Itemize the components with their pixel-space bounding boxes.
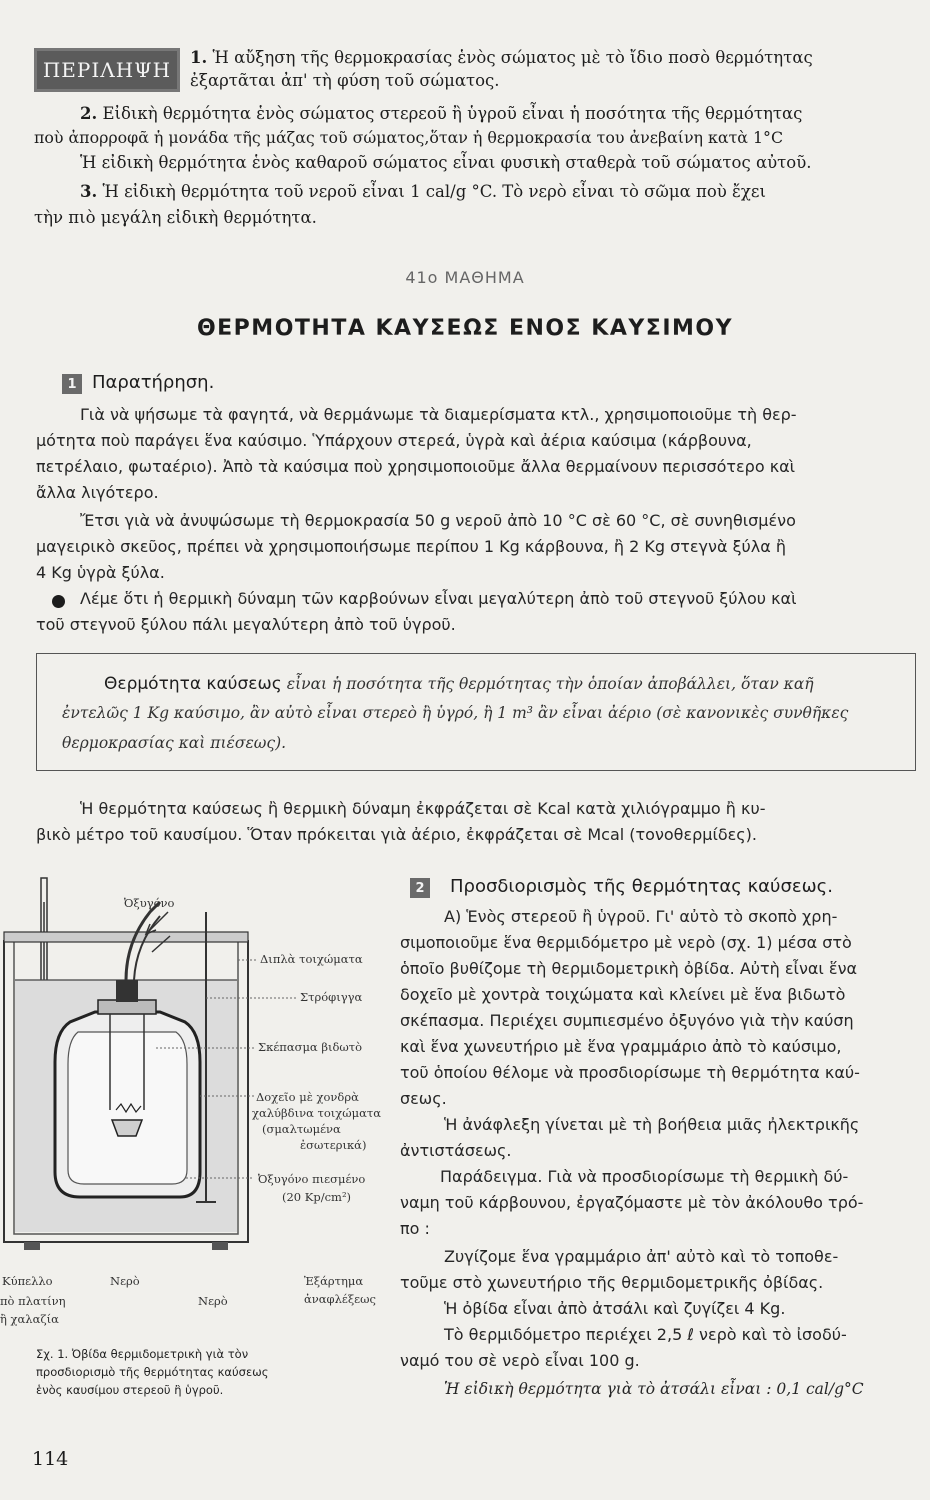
units-line: βικὸ μέτρο τοῦ καυσίμου. Ὅταν πρόκειται γιὰ ἀέριο, ἐκφράζεται σὲ Mcal (τονοθερμίδες). (36, 825, 758, 844)
label-oxygen: Ὀξυγόνο (124, 896, 175, 910)
observation-line: Λέμε ὅτι ἡ θερμικὴ δύναμη τῶν καρβούνων εἶναι μεγαλύτερη ἀπὸ τοῦ στεγνοῦ ξύλου καὶ (80, 589, 797, 608)
figure-caption: προσδιορισμὸ τῆς θερμότητας καύσεως (36, 1365, 269, 1379)
procedure-line: Α) Ἑνὸς στερεοῦ ἢ ὑγροῦ. Γι' αὐτὸ τὸ σκοπὸ χρη- (444, 907, 838, 926)
observation-line: μαγειρικὸ σκεῦος, πρέπει νὰ χρησιμοποιήσωμε περίπου 1 Kg κάρβουνα, ἢ 2 Kg στεγνὰ ξύλα ἢ (36, 537, 787, 556)
figure-caption: Σχ. 1. Ὀβίδα θερμιδομετρικὴ γιὰ τὸν (36, 1347, 249, 1361)
definition-line-3: θερμοκρασίας καὶ πιέσεως). (62, 734, 287, 752)
procedure-line: Ἡ ὀβίδα εἶναι ἀπὸ ἀτσάλι καὶ ζυγίζει 4 Kg. (444, 1299, 786, 1318)
label-compressed-oxygen: Ὀξυγόνο πιεσμένο (258, 1172, 366, 1186)
procedure-line: σκέπασμα. Περιέχει συμπιεσμένο ὀξυγόνο γιὰ τὴν καύση (400, 1011, 854, 1030)
label-water: Νερὸ (110, 1274, 140, 1288)
summary-item-2-line-1: Εἰδικὴ θερμότητα ἑνὸς σώματος στερεοῦ ἢ ὑγροῦ εἶναι ἡ ποσότητα τῆς θερμότητας (102, 104, 803, 123)
summary-item-2-line-2: ποὺ ἀπορροφᾶ ἡ μονάδα τῆς μάζας τοῦ σώματος,ὅταν ἡ θερμοκρασία του ἀνεβαίνη κατὰ 1°C (34, 128, 784, 147)
crucible (112, 1120, 142, 1136)
bullet-icon (52, 595, 65, 608)
label-vessel: χαλύβδινα τοιχώματα (252, 1106, 382, 1120)
procedure-line: τοῦμε στὸ χωνευτήριο τῆς θερμιδομετρικῆς ὀβίδας. (400, 1273, 824, 1292)
summary-item-2-line-3: Ἡ εἰδικὴ θερμότητα ἑνὸς καθαροῦ σώματος εἶναι φυσικὴ σταθερὰ τοῦ σώματος αὐτοῦ. (80, 153, 812, 172)
valve (116, 980, 138, 1002)
procedure-line: σιμοποιοῦμε ἕνα θερμιδόμετρο μὲ νερὸ (σχ. 1) μέσα στὸ (400, 933, 852, 952)
procedure-line: ἀντιστάσεως. (400, 1141, 512, 1160)
summary-item-1 (190, 48, 813, 68)
lesson-title: ΘΕΡΜΟΤΗΤΑ ΚΑΥΣΕΩΣ ΕΝΟΣ ΚΑΥΣΙΜΟΥ (196, 316, 734, 341)
label-vessel: ἐσωτερικά) (300, 1138, 367, 1152)
label-crucible: πὸ πλατίνη (0, 1294, 66, 1308)
definition-text: εἶναι ἡ ποσότητα τῆς θερμότητας τὴν ὁποίαν ἀποβάλλει, ὅταν καῆ (286, 675, 814, 693)
definition-line-2: ἐντελῶς 1 Kg καύσιμο, ἂν αὐτὸ εἶναι στερεὸ ἢ ὑγρό, ἢ 1 m³ ἂν εἶναι ἀέριο (σὲ κανονικὲς συνθῆκες (62, 704, 849, 722)
summary-badge: ΠΕΡΙΛΗΨΗ (34, 48, 180, 92)
procedure-line: ναμη τοῦ κάρβουνου, ἐργαζόμαστε μὲ τὸν ἀκόλουθο τρό- (400, 1193, 864, 1212)
label-double-walls: Διπλὰ τοιχώματα (260, 952, 363, 966)
summary-item-3 (80, 182, 766, 202)
summary-item-3-number: 3. (80, 182, 98, 201)
section-1-heading: Παρατήρηση. (92, 372, 215, 393)
section-2-heading: Προσδιορισμὸς τῆς θερμότητας καύσεως. (450, 876, 833, 897)
definition-line-1 (104, 674, 814, 694)
observation-line: Γιὰ νὰ ψήσωμε τὰ φαγητά, νὰ θερμάνωμε τὰ διαμερίσματα κτλ., χρησιμοποιοῦμε τὴ θερ- (80, 405, 797, 424)
procedure-line: Ἡ εἰδικὴ θερμότητα γιὰ τὸ ἀτσάλι εἶναι : 0,1 cal/g°C (444, 1380, 864, 1398)
figure-caption: ἑνὸς καυσίμου στερεοῦ ἢ ὑγροῦ. (36, 1383, 224, 1397)
observation-line: τοῦ στεγνοῦ ξύλου πάλι μεγαλύτερη ἀπὸ τοῦ ὑγροῦ. (36, 615, 456, 634)
observation-line: ἄλλα λιγότερο. (36, 483, 159, 502)
label-ignition: Ἐξάρτημα (304, 1274, 364, 1288)
calorimeter-figure (0, 872, 400, 1274)
procedure-line: πο : (400, 1219, 430, 1238)
page-number: 114 (32, 1448, 69, 1470)
observation-line: πετρέλαιο, φωταέριο). Ἀπὸ τὰ καύσιμα ποὺ χρησιμοποιοῦμε ἄλλα θερμαίνουν περισσότερο καὶ (36, 457, 796, 476)
procedure-line: Παράδειγμα. Γιὰ νὰ προσδιορίσωμε τὴ θερμικὴ δύ- (440, 1167, 849, 1186)
observation-line: Ἔτσι γιὰ νὰ ἀνυψώσωμε τὴ θερμοκρασία 50 g νεροῦ ἀπὸ 10 °C σὲ 60 °C, σὲ συνηθισμένο (80, 511, 796, 530)
label-vessel: Δοχεῖο μὲ χονδρὰ (256, 1090, 359, 1104)
label-screw-lid: Σκέπασμα βιδωτὸ (258, 1040, 363, 1054)
observation-line: 4 Kg ὑγρὰ ξύλα. (36, 563, 165, 582)
label-vessel: (σμαλτωμένα (262, 1122, 341, 1136)
summary-item-3-line-1: Ἡ εἰδικὴ θερμότητα τοῦ νεροῦ εἶναι 1 cal/g °C. Τὸ νερὸ εἶναι τὸ σῶμα ποὺ ἔχει (102, 182, 766, 201)
observation-line: μότητα ποὺ παράγει ἕνα καύσιμο. Ὑπάρχουν στερεά, ὑγρὰ καὶ ἀέρια καύσιμα (κάρβουνα, (36, 431, 752, 450)
label-crucible: Κύπελλο (2, 1274, 53, 1288)
summary-item-1-line-2: ἐξαρτᾶται ἀπ' τὴ φύση τοῦ σώματος. (190, 71, 500, 90)
screw-lid (98, 1000, 156, 1014)
procedure-line: καὶ ἕνα χωνευτήριο μὲ ἕνα γραμμάριο ἀπὸ τὸ καύσιμο, (400, 1037, 842, 1056)
section-1-number: 1 (62, 374, 82, 394)
label-crucible: ἢ χαλαζία (0, 1312, 59, 1326)
summary-item-2 (80, 104, 802, 124)
summary-item-2-number: 2. (80, 104, 98, 123)
procedure-line: Ἡ ἀνάφλεξη γίνεται μὲ τὴ βοήθεια μιᾶς ἠλεκτρικῆς (444, 1115, 860, 1134)
summary-item-3-line-2: τὴν πιὸ μεγάλη εἰδικὴ θερμότητα. (34, 208, 317, 227)
definition-term: Θερμότητα καύσεως (104, 674, 282, 694)
lesson-label: 41ο ΜΑΘΗΜΑ (405, 268, 525, 287)
procedure-line: ναμό του σὲ νερὸ εἶναι 100 g. (400, 1351, 640, 1370)
summary-item-1-line-1: Ἡ αὔξηση τῆς θερμοκρασίας ἑνὸς σώματος μὲ τὸ ἴδιο ποσὸ θερμότητας (212, 48, 813, 67)
label-compressed-oxygen: (20 Kp/cm²) (282, 1190, 352, 1204)
procedure-line: δοχεῖο μὲ χοντρὰ τοιχώματα καὶ κλείνει μὲ ἕνα βιδωτὸ (400, 985, 846, 1004)
outer-lid (4, 932, 248, 942)
label-water: Νερὸ (198, 1294, 228, 1308)
procedure-line: ὁποῖο βυθίζομε τὴ θερμιδομετρικὴ ὀβίδα. Αὐτὴ εἶναι ἕνα (400, 959, 858, 978)
units-line: Ἡ θερμότητα καύσεως ἢ θερμικὴ δύναμη ἐκφράζεται σὲ Kcal κατὰ χιλιόγραμμο ἢ κυ- (80, 799, 766, 818)
procedure-line: Ζυγίζομε ἕνα γραμμάριο ἀπ' αὐτὸ καὶ τὸ τοποθε- (444, 1247, 839, 1266)
procedure-line: σεως. (400, 1089, 447, 1108)
procedure-line: τοῦ ὁποίου θέλομε νὰ προσδιορίσωμε τὴ θερμότητα καύ- (400, 1063, 860, 1082)
procedure-line: Τὸ θερμιδόμετρο περιέχει 2,5 ℓ νερὸ καὶ τὸ ἰσοδύ- (444, 1325, 847, 1344)
section-2-number: 2 (410, 878, 430, 898)
label-ignition: ἀναφλέξεως (304, 1292, 376, 1306)
summary-item-1-number: 1. (190, 48, 208, 67)
label-stirrer: Στρόφιγγα (300, 990, 363, 1004)
